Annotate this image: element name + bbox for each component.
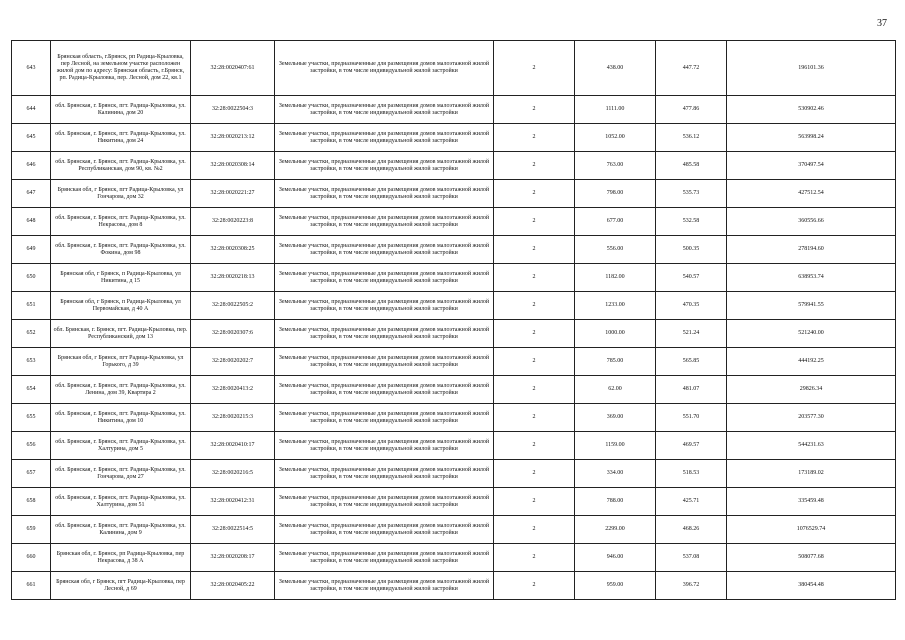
land-use-cell: Земельные участки, предназначенные для размещения домов малоэтажной жилой застройки, в том числе индивидуальной жилой застройки [275,320,494,348]
land-use-cell: Земельные участки, предназначенные для размещения домов малоэтажной жилой застройки, в том числе индивидуальной жилой застройки [275,544,494,572]
group-code-cell: 2 [494,376,575,404]
cadastral-number-cell: 32:28:0020410:17 [191,432,275,460]
group-code-cell: 2 [494,180,575,208]
group-code-cell: 2 [494,404,575,432]
specific-value-cell: 537.08 [656,544,727,572]
address-cell: обл. Брянская, г. Брянск, пгт. Радица-Крыловка, ул. Республиканская, дом 90, кв. №2 [51,152,191,180]
table-row [12,292,896,320]
row-number-cell: 658 [12,488,51,516]
cadastral-number-cell: 32:28:0020215:3 [191,404,275,432]
address-cell: обл. Брянская, г. Брянск, пгт. Радица-Крыловка, ул. Фокина, дом 98 [51,236,191,264]
cadastral-value-cell: 173189.02 [727,460,896,488]
land-use-cell: Земельные участки, предназначенные для размещения домов малоэтажной жилой застройки, в том числе индивидуальной жилой застройки [275,376,494,404]
land-use-cell: Земельные участки, предназначенные для размещения домов малоэтажной жилой застройки, в том числе индивидуальной жилой застройки [275,404,494,432]
row-number-cell: 646 [12,152,51,180]
row-number-cell: 660 [12,544,51,572]
specific-value-cell: 521.24 [656,320,727,348]
cadastral-number-cell: 32:28:0020407:61 [191,41,275,96]
row-number-cell: 643 [12,41,51,96]
row-number-cell: 650 [12,264,51,292]
area-cell: 785.00 [575,348,656,376]
area-cell: 62.00 [575,376,656,404]
area-cell: 788.00 [575,488,656,516]
group-code-cell: 2 [494,544,575,572]
table-row [12,432,896,460]
cadastral-number-cell: 32:28:0020223:8 [191,208,275,236]
group-code-cell: 2 [494,236,575,264]
address-cell: Брянская область, г.Брянск, рп Радица-Крыловка, пер Лесной, на земельном участке расположен жилой дом по адресу: Брянская область, г.Брянск, рп. Радица-Крыловка, пер. Лесной, дом 22, кв.1 [51,41,191,96]
row-number-cell: 661 [12,572,51,600]
table-row [12,96,896,124]
table-row [12,572,896,600]
row-number-cell: 654 [12,376,51,404]
area-cell: 1233.00 [575,292,656,320]
specific-value-cell: 535.73 [656,180,727,208]
land-use-cell: Земельные участки, предназначенные для размещения домов малоэтажной жилой застройки, в том числе индивидуальной жилой застройки [275,460,494,488]
row-number-cell: 659 [12,516,51,544]
row-number-cell: 647 [12,180,51,208]
cadastral-number-cell: 32:28:0020221:27 [191,180,275,208]
area-cell: 369.00 [575,404,656,432]
row-number-cell: 652 [12,320,51,348]
address-cell: обл. Брянская, г. Брянск, пгт. Радица-Крыловка, пер. Республиканский, дом 13 [51,320,191,348]
table-row [12,348,896,376]
land-use-cell: Земельные участки, предназначенные для размещения домов малоэтажной жилой застройки, в том числе индивидуальной жилой застройки [275,292,494,320]
specific-value-cell: 540.57 [656,264,727,292]
table-row [12,376,896,404]
specific-value-cell: 485.58 [656,152,727,180]
specific-value-cell: 477.86 [656,96,727,124]
row-number-cell: 657 [12,460,51,488]
cadastral-value-cell: 444192.25 [727,348,896,376]
group-code-cell: 2 [494,41,575,96]
table-row [12,236,896,264]
group-code-cell: 2 [494,432,575,460]
cadastral-number-cell: 32:28:0020218:13 [191,264,275,292]
table-row [12,516,896,544]
group-code-cell: 2 [494,124,575,152]
address-cell: обл. Брянская, г. Брянск, пгт. Радица-Крыловка, ул. Никитина, дом 10 [51,404,191,432]
land-use-cell: Земельные участки, предназначенные для размещения домов малоэтажной жилой застройки, в том числе индивидуальной жилой застройки [275,432,494,460]
cadastral-value-cell: 203577.30 [727,404,896,432]
cadastral-number-cell: 32:28:0020216:5 [191,460,275,488]
specific-value-cell: 565.85 [656,348,727,376]
page-number: 37 [877,18,887,29]
cadastral-value-cell: 579941.55 [727,292,896,320]
cadastral-number-cell: 32:28:0022504:3 [191,96,275,124]
area-cell: 1052.00 [575,124,656,152]
group-code-cell: 2 [494,96,575,124]
row-number-cell: 645 [12,124,51,152]
area-cell: 2299.00 [575,516,656,544]
area-cell: 763.00 [575,152,656,180]
address-cell: обл. Брянская, г. Брянск, пгт. Радица-Крыловка, ул. Гончарова, дом 27 [51,460,191,488]
address-cell: Брянская обл, г Брянск, п Радица-Крыловка, ул Первомайская, д 40 А [51,292,191,320]
land-use-cell: Земельные участки, предназначенные для размещения домов малоэтажной жилой застройки, в том числе индивидуальной жилой застройки [275,41,494,96]
address-cell: обл. Брянская, г. Брянск, пгт. Радица-Крыловка, ул. Халтурина, дом 51 [51,488,191,516]
cadastral-value-cell: 508077.68 [727,544,896,572]
specific-value-cell: 518.53 [656,460,727,488]
area-cell: 1000.00 [575,320,656,348]
table-row [12,152,896,180]
row-number-cell: 655 [12,404,51,432]
table-row [12,180,896,208]
address-cell: Брянская обл, г Брянск, п Радица-Крыловка, ул Никитина, д 15 [51,264,191,292]
table-row [12,208,896,236]
specific-value-cell: 470.35 [656,292,727,320]
table-row [12,544,896,572]
land-use-cell: Земельные участки, предназначенные для размещения домов малоэтажной жилой застройки, в том числе индивидуальной жилой застройки [275,348,494,376]
group-code-cell: 2 [494,348,575,376]
cadastral-value-cell: 521240.00 [727,320,896,348]
area-cell: 798.00 [575,180,656,208]
group-code-cell: 2 [494,460,575,488]
cadastral-number-cell: 32:28:0020307:6 [191,320,275,348]
row-number-cell: 656 [12,432,51,460]
land-use-cell: Земельные участки, предназначенные для размещения домов малоэтажной жилой застройки, в том числе индивидуальной жилой застройки [275,180,494,208]
area-cell: 1159.00 [575,432,656,460]
cadastral-number-cell: 32:28:0020208:17 [191,544,275,572]
land-registry-table [11,40,896,600]
cadastral-value-cell: 370497.54 [727,152,896,180]
land-use-cell: Земельные участки, предназначенные для размещения домов малоэтажной жилой застройки, в том числе индивидуальной жилой застройки [275,96,494,124]
area-cell: 1182.00 [575,264,656,292]
cadastral-value-cell: 530902.46 [727,96,896,124]
specific-value-cell: 425.71 [656,488,727,516]
cadastral-number-cell: 32:28:0020308:25 [191,236,275,264]
land-use-cell: Земельные участки, предназначенные для размещения домов малоэтажной жилой застройки, в том числе индивидуальной жилой застройки [275,264,494,292]
cadastral-number-cell: 32:28:0020213:12 [191,124,275,152]
cadastral-value-cell: 335459.48 [727,488,896,516]
cadastral-value-cell: 278194.60 [727,236,896,264]
specific-value-cell: 469.57 [656,432,727,460]
group-code-cell: 2 [494,264,575,292]
specific-value-cell: 396.72 [656,572,727,600]
row-number-cell: 651 [12,292,51,320]
cadastral-number-cell: 32:28:0020202:7 [191,348,275,376]
cadastral-value-cell: 380454.48 [727,572,896,600]
address-cell: обл. Брянская, г. Брянск, пгт. Радица-Крыловка, ул. Калинина, дом 9 [51,516,191,544]
area-cell: 959.00 [575,572,656,600]
specific-value-cell: 447.72 [656,41,727,96]
area-cell: 1111.00 [575,96,656,124]
table-row [12,320,896,348]
address-cell: Брянская обл, г Брянск, пгт Радица-Крыловка, ул Гончарова, дом 32 [51,180,191,208]
specific-value-cell: 481.07 [656,376,727,404]
address-cell: Брянская обл, г. Брянск, рп Радица-Крыловка, пер Некрасова, д 38 А [51,544,191,572]
row-number-cell: 644 [12,96,51,124]
row-number-cell: 648 [12,208,51,236]
cadastral-value-cell: 544231.63 [727,432,896,460]
cadastral-value-cell: 360556.66 [727,208,896,236]
land-use-cell: Земельные участки, предназначенные для размещения домов малоэтажной жилой застройки, в том числе индивидуальной жилой застройки [275,488,494,516]
address-cell: обл. Брянская, г. Брянск, пгт. Радица-Крыловка, ул. Некрасова, дом 8 [51,208,191,236]
group-code-cell: 2 [494,152,575,180]
area-cell: 556.00 [575,236,656,264]
address-cell: обл. Брянская, г. Брянск, пгт. Радица-Крыловка, ул. Ленина, дом 39, Квартира 2 [51,376,191,404]
table-row [12,124,896,152]
area-cell: 946.00 [575,544,656,572]
area-cell: 677.00 [575,208,656,236]
group-code-cell: 2 [494,488,575,516]
address-cell: Брянская обл, г Брянск, пгт Радица-Крыловка, ул Горького, д 39 [51,348,191,376]
address-cell: обл. Брянская, г. Брянск, пгт. Радица-Крыловка, ул. Никитина, дом 24 [51,124,191,152]
land-use-cell: Земельные участки, предназначенные для размещения домов малоэтажной жилой застройки, в том числе индивидуальной жилой застройки [275,152,494,180]
cadastral-value-cell: 427512.54 [727,180,896,208]
cadastral-number-cell: 32:28:0020412:31 [191,488,275,516]
cadastral-number-cell: 32:28:0022505:2 [191,292,275,320]
group-code-cell: 2 [494,572,575,600]
area-cell: 334.00 [575,460,656,488]
cadastral-number-cell: 32:28:0020413:2 [191,376,275,404]
address-cell: обл. Брянская, г. Брянск, пгт. Радица-Крыловка, ул. Халтурина, дом 5 [51,432,191,460]
table-row [12,264,896,292]
group-code-cell: 2 [494,208,575,236]
land-use-cell: Земельные участки, предназначенные для размещения домов малоэтажной жилой застройки, в том числе индивидуальной жилой застройки [275,236,494,264]
cadastral-number-cell: 32:28:0022514:5 [191,516,275,544]
address-cell: Брянская обл, г Брянск, пгт Радица-Крыловка, пер Лесной, д 69 [51,572,191,600]
table-row [12,488,896,516]
cadastral-value-cell: 638953.74 [727,264,896,292]
table-row [12,41,896,96]
table-row [12,404,896,432]
land-use-cell: Земельные участки, предназначенные для размещения домов малоэтажной жилой застройки, в том числе индивидуальной жилой застройки [275,124,494,152]
land-use-cell: Земельные участки, предназначенные для размещения домов малоэтажной жилой застройки, в том числе индивидуальной жилой застройки [275,516,494,544]
specific-value-cell: 468.26 [656,516,727,544]
group-code-cell: 2 [494,292,575,320]
cadastral-value-cell: 563998.24 [727,124,896,152]
land-use-cell: Земельные участки, предназначенные для размещения домов малоэтажной жилой застройки, в том числе индивидуальной жилой застройки [275,208,494,236]
cadastral-value-cell: 196101.36 [727,41,896,96]
cadastral-number-cell: 32:28:0020405:22 [191,572,275,600]
cadastral-number-cell: 32:28:0020308:14 [191,152,275,180]
cadastral-value-cell: 29826.34 [727,376,896,404]
specific-value-cell: 536.12 [656,124,727,152]
specific-value-cell: 551.70 [656,404,727,432]
specific-value-cell: 532.58 [656,208,727,236]
group-code-cell: 2 [494,320,575,348]
address-cell: обл. Брянская, г. Брянск, пгт. Радица-Крыловка, ул. Калинина, дом 20 [51,96,191,124]
land-use-cell: Земельные участки, предназначенные для размещения домов малоэтажной жилой застройки, в том числе индивидуальной жилой застройки [275,572,494,600]
area-cell: 438.00 [575,41,656,96]
row-number-cell: 653 [12,348,51,376]
specific-value-cell: 500.35 [656,236,727,264]
table-row [12,460,896,488]
table-body [12,41,896,600]
cadastral-value-cell: 1076529.74 [727,516,896,544]
group-code-cell: 2 [494,516,575,544]
row-number-cell: 649 [12,236,51,264]
